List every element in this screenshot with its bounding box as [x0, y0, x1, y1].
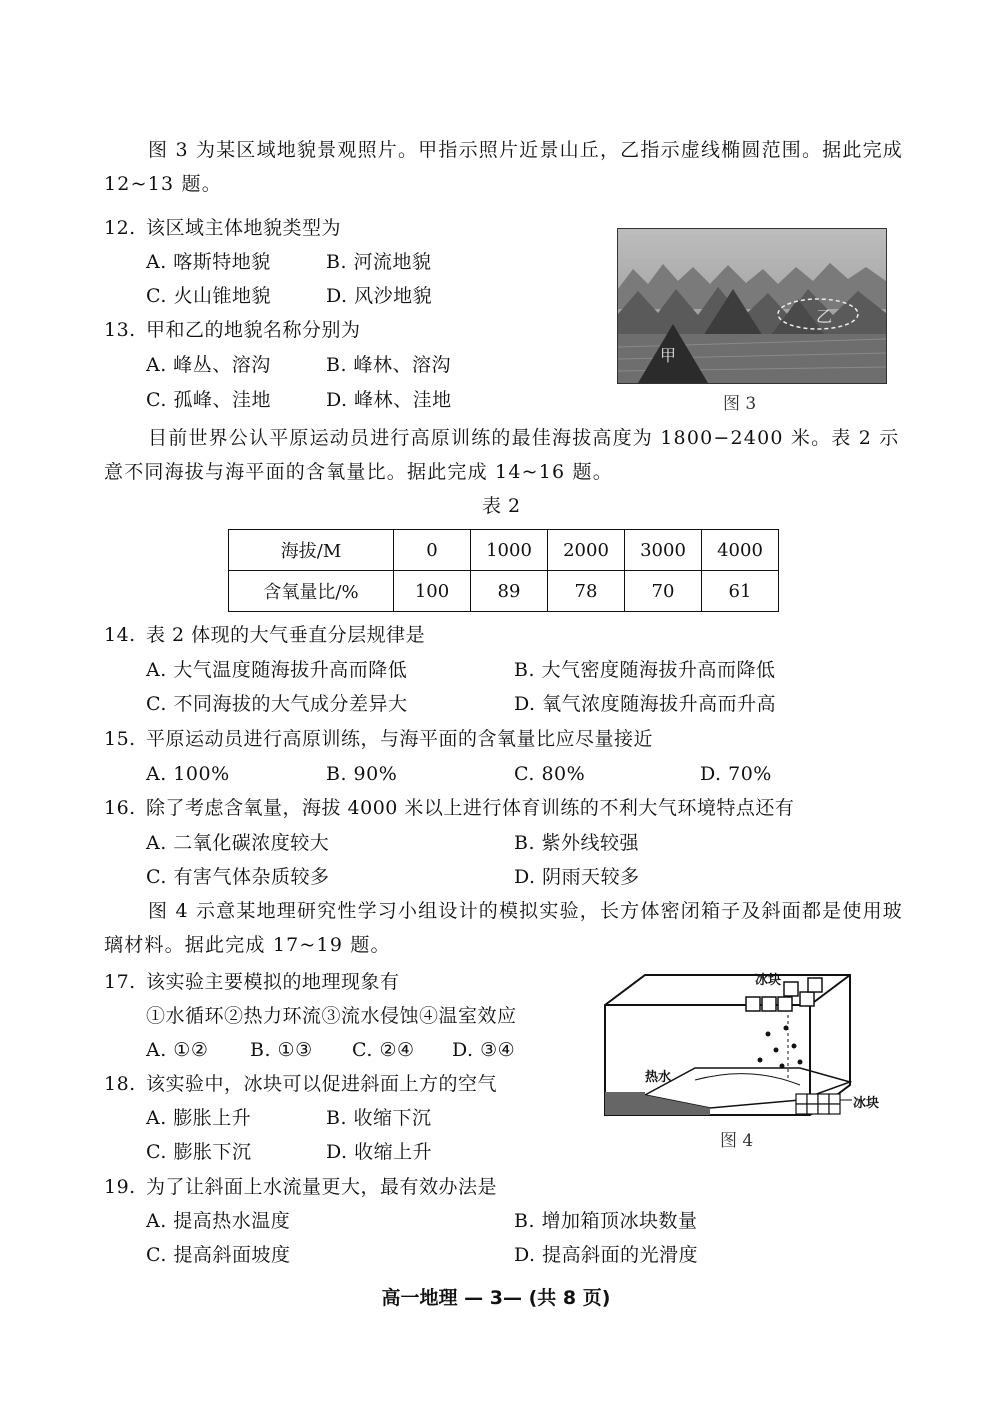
- label-hot-water: 热水: [645, 1070, 672, 1085]
- label-jia: 甲: [660, 346, 677, 365]
- q13-option-b: B. 峰林、溶沟: [326, 354, 452, 376]
- q13-option-c: C. 孤峰、洼地: [146, 389, 271, 411]
- q19-option-d: D. 提高斜面的光滑度: [514, 1244, 699, 1266]
- q14-stem: 14. 表 2 体现的大气垂直分层规律是: [104, 624, 426, 646]
- q12-option-a: A. 喀斯特地貌: [146, 251, 271, 273]
- q15-option-c: C. 80%: [514, 763, 586, 785]
- q17-option-a: A. ①②: [146, 1039, 209, 1061]
- row-label-altitude: 海拔/M: [229, 530, 394, 571]
- karst-landscape-image: [618, 229, 886, 383]
- q14-option-c: C. 不同海拔的大气成分差异大: [146, 693, 408, 715]
- q14-option-b: B. 大气密度随海拔升高而降低: [514, 659, 776, 681]
- q12-option-d: D. 风沙地貌: [326, 285, 433, 307]
- q15-option-d: D. 70%: [700, 763, 772, 785]
- q16-option-b: B. 紫外线较强: [514, 832, 640, 854]
- figure-3-photo: [617, 228, 887, 384]
- altitude-cell: 4000: [702, 530, 779, 571]
- figure-4-caption: 图 4: [720, 1131, 754, 1151]
- q15-option-a: A. 100%: [146, 763, 230, 785]
- label-ice-side: 冰块: [853, 1096, 880, 1111]
- table-row-altitude: [229, 530, 779, 571]
- label-yi: 乙: [816, 307, 833, 326]
- q14-option-a: A. 大气温度随海拔升高而降低: [146, 659, 408, 681]
- oxygen-cell: 78: [548, 571, 625, 612]
- experiment-box-diagram: [600, 970, 900, 1150]
- q17-option-d: D. ③④: [452, 1039, 516, 1061]
- q19-option-c: C. 提高斜面坡度: [146, 1244, 291, 1266]
- altitude-cell: 1000: [471, 530, 548, 571]
- q16-option-a: A. 二氧化碳浓度较大: [146, 832, 330, 854]
- oxygen-cell: 100: [394, 571, 471, 612]
- q13-stem: 13. 甲和乙的地貌名称分别为: [104, 319, 361, 341]
- figure-4-diagram: [600, 970, 900, 1150]
- altitude-cell: 3000: [625, 530, 702, 571]
- altitude-cell: 0: [394, 530, 471, 571]
- q15-option-b: B. 90%: [326, 763, 398, 785]
- intro-17-19: 图 4 示意某地理研究性学习小组设计的模拟实验，长方体密闭箱子及斜面都是使用玻璃材料。据此完成 17~19 题。: [104, 900, 903, 956]
- q16-option-c: C. 有害气体杂质较多: [146, 866, 330, 888]
- q16-option-d: D. 阴雨天较多: [514, 866, 640, 888]
- q17-items: ①水循环②热力环流③流水侵蚀④温室效应: [146, 1005, 517, 1027]
- oxygen-cell: 61: [702, 571, 779, 612]
- q18-option-b: B. 收缩下沉: [326, 1107, 432, 1129]
- intro-14-16: 目前世界公认平原运动员进行高原训练的最佳海拔高度为 1800−2400 米。表 2 示意不同海拔与海平面的含氧量比。据此完成 14~16 题。: [104, 427, 900, 483]
- q19-option-b: B. 增加箱顶冰块数量: [514, 1210, 698, 1232]
- label-ice-top: 冰块: [755, 973, 782, 988]
- altitude-cell: 2000: [548, 530, 625, 571]
- q17-stem: 17. 该实验主要模拟的地理现象有: [104, 971, 400, 993]
- q13-option-d: D. 峰林、洼地: [326, 389, 452, 411]
- q19-stem: 19. 为了让斜面上水流量更大，最有效办法是: [104, 1176, 498, 1198]
- intro-12-13: 图 3 为某区域地貌景观照片。甲指示照片近景山丘，乙指示虚线椭圆范围。据此完成 12~13 题。: [104, 139, 903, 195]
- q13-option-a: A. 峰丛、溶沟: [146, 354, 271, 376]
- row-label-oxygen: 含氧量比/%: [229, 571, 394, 612]
- q16-stem: 16. 除了考虑含氧量，海拔 4000 米以上进行体育训练的不利大气环境特点还有: [104, 797, 795, 819]
- oxygen-cell: 89: [471, 571, 548, 612]
- figure-3-caption: 图 3: [723, 394, 757, 414]
- q17-option-c: C. ②④: [352, 1039, 415, 1061]
- q12-option-b: B. 河流地貌: [326, 251, 432, 273]
- page-footer: 高一地理 — 3— (共 8 页): [381, 1287, 611, 1309]
- table-2-title: 表 2: [482, 495, 521, 517]
- table-row-oxygen: [229, 571, 779, 612]
- q12-stem: 12. 该区域主体地貌类型为: [104, 217, 342, 239]
- q17-option-b: B. ①③: [250, 1039, 313, 1061]
- q12-option-c: C. 火山锥地貌: [146, 285, 271, 307]
- q18-option-c: C. 膨胀下沉: [146, 1141, 252, 1163]
- q18-option-a: A. 膨胀上升: [146, 1107, 252, 1129]
- table-2: [228, 529, 779, 612]
- oxygen-cell: 70: [625, 571, 702, 612]
- q15-stem: 15. 平原运动员进行高原训练，与海平面的含氧量比应尽量接近: [104, 728, 654, 750]
- q14-option-d: D. 氧气浓度随海拔升高而升高: [514, 693, 777, 715]
- q19-option-a: A. 提高热水温度: [146, 1210, 291, 1232]
- q18-option-d: D. 收缩上升: [326, 1141, 433, 1163]
- q18-stem: 18. 该实验中，冰块可以促进斜面上方的空气: [104, 1073, 498, 1095]
